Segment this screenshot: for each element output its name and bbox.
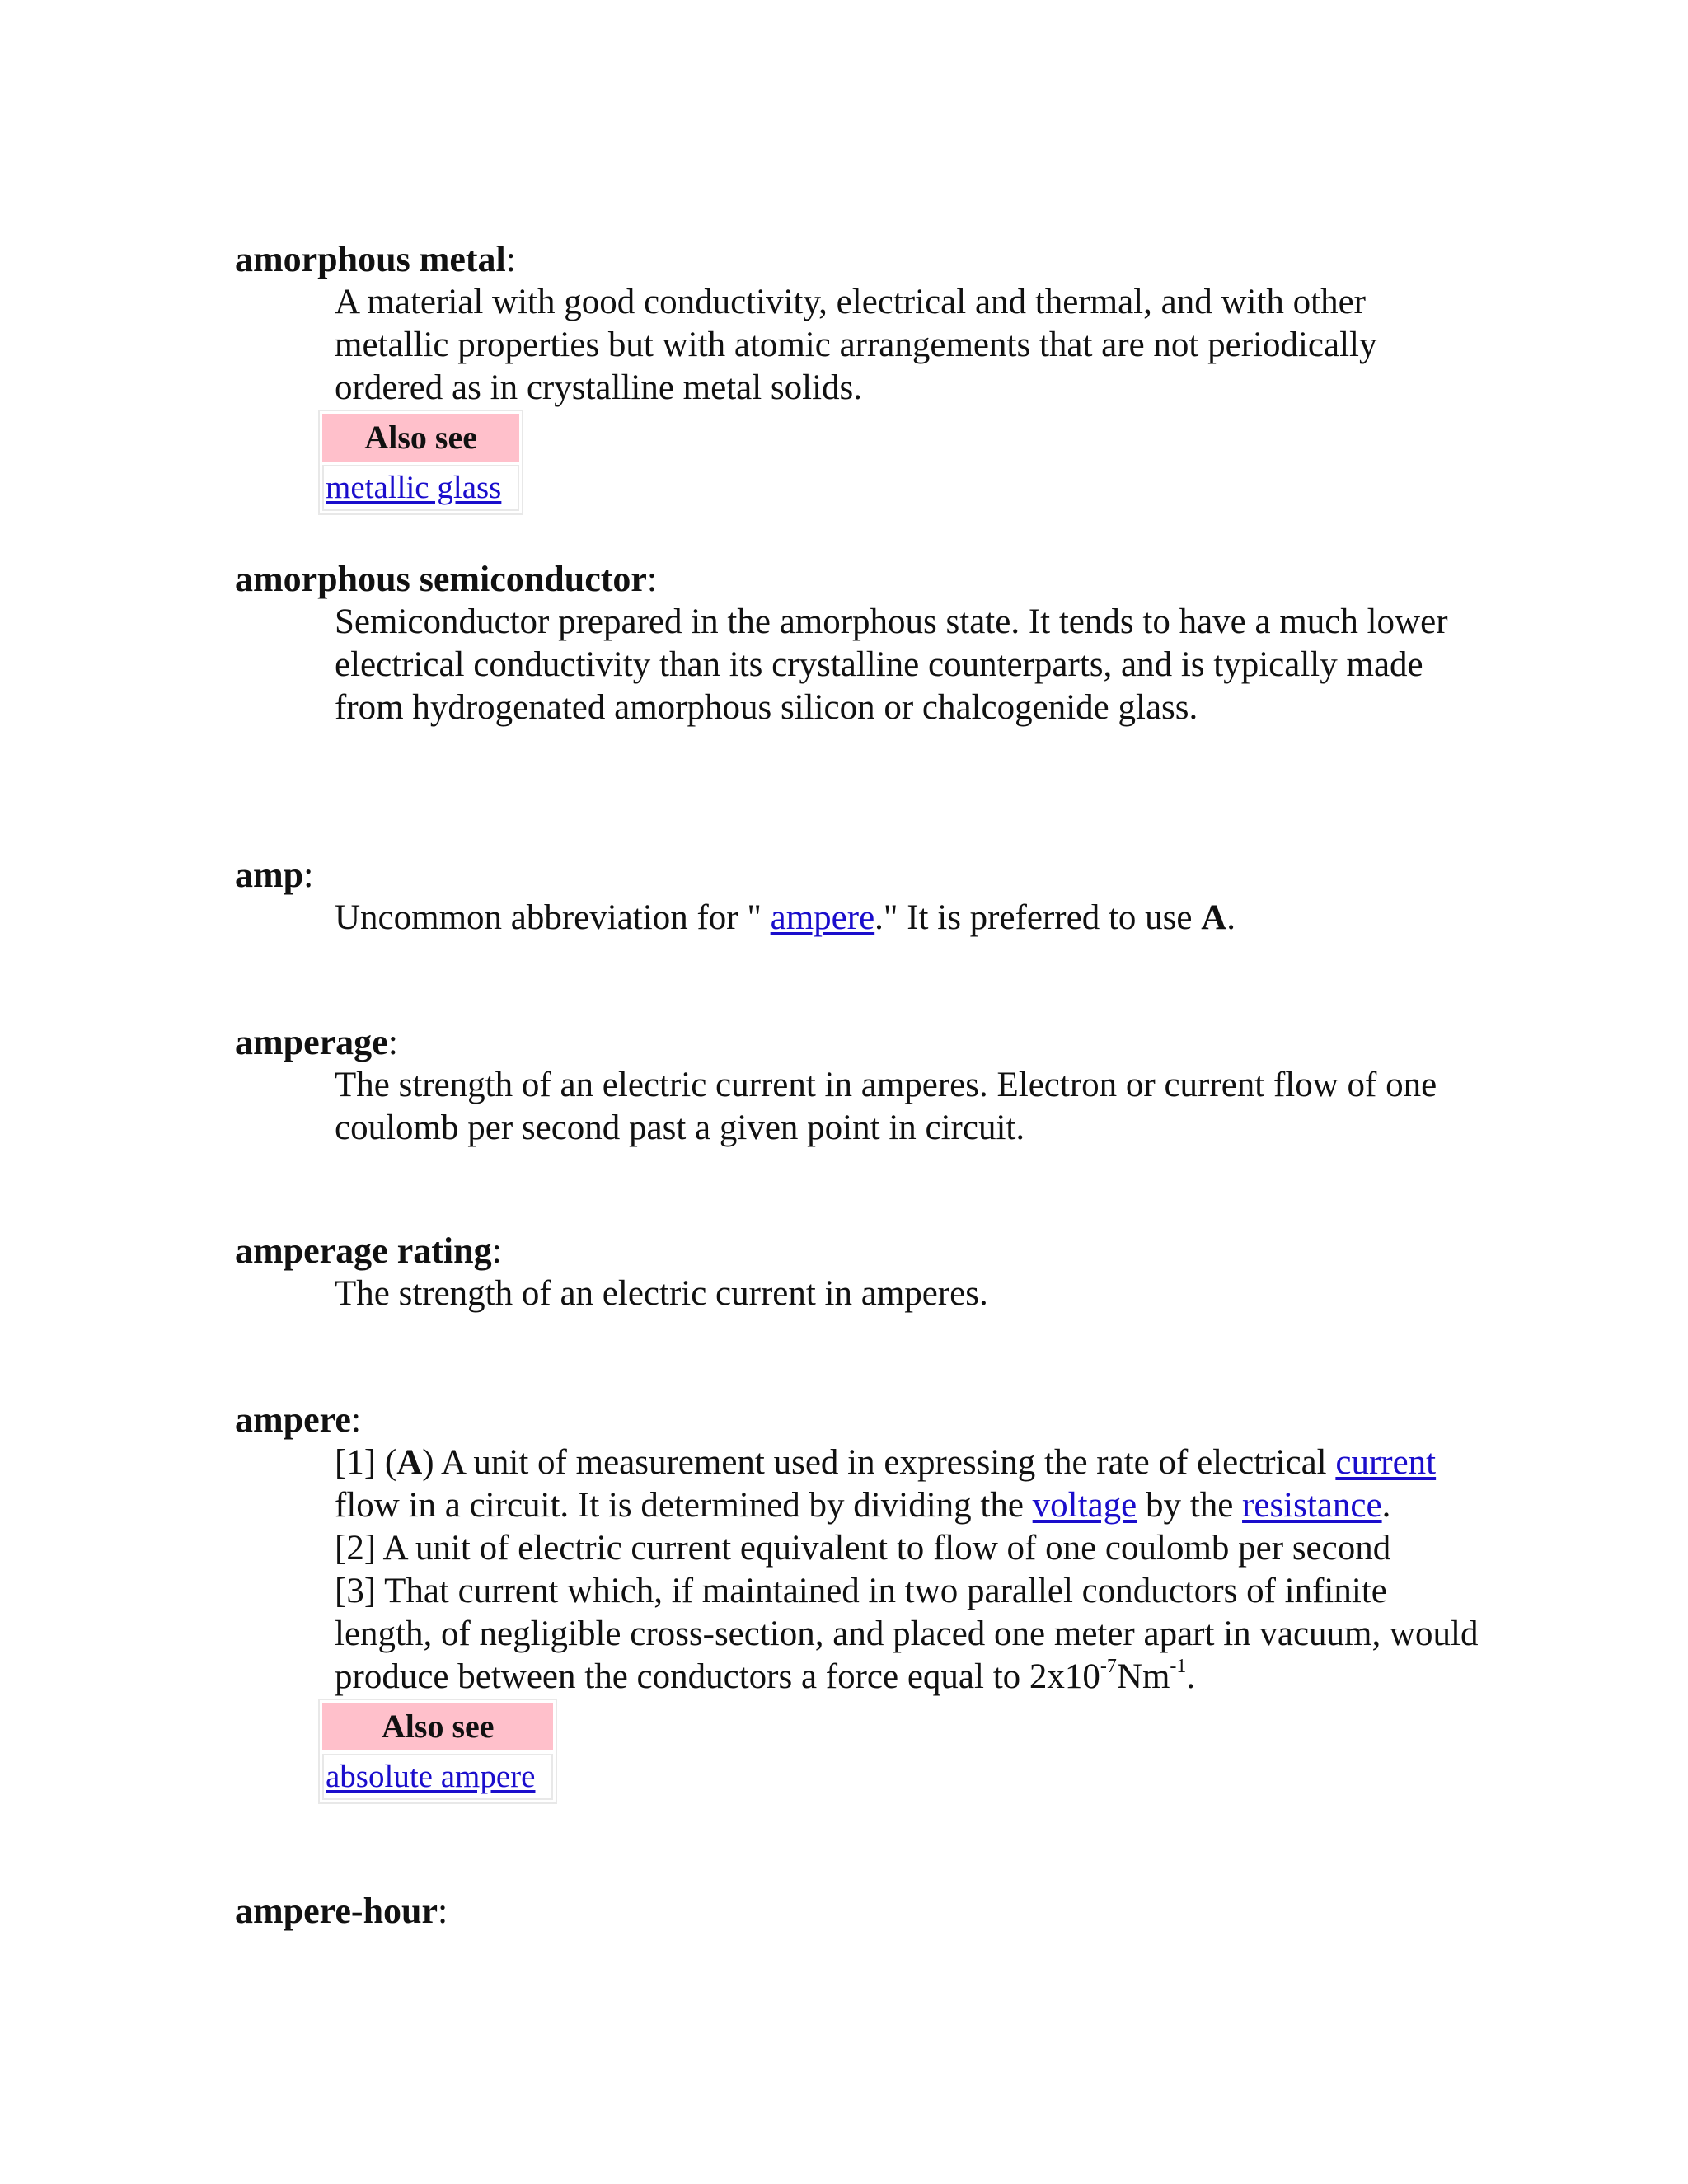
entry-amorphous-semiconductor (235, 558, 1471, 729)
term-definition (335, 897, 1480, 940)
entry-amperage-rating (235, 1230, 1471, 1315)
term-definition (335, 1272, 1480, 1315)
term-name: ampere (235, 1399, 351, 1440)
term-definition (335, 1064, 1480, 1150)
also-see-box (318, 1699, 557, 1804)
term-heading: amperage: (235, 1022, 398, 1062)
also-see-cell (322, 1754, 553, 1800)
also-see-header: Also see (322, 414, 519, 462)
definition-text: The strength of an electric current in amperes. Electron or current flow of one coulomb per second past a given point in circuit. (335, 1066, 1437, 1147)
term-definition (335, 281, 1480, 410)
also-see-link-absolute-ampere[interactable]: absolute ampere (326, 1759, 536, 1794)
also-see-box (318, 410, 523, 515)
also-see-cell (322, 465, 519, 511)
entry-amperage (235, 1021, 1471, 1150)
entry-ampere (235, 1399, 1479, 1804)
term-heading: amperage rating: (235, 1230, 502, 1271)
also-see-link-metallic-glass[interactable]: metallic glass (326, 470, 502, 505)
definition-text: A material with good conductivity, electrical and thermal, and with other metallic properties but with atomic arrangements that are not periodically ordered as in crystalline metal solids. (335, 283, 1377, 407)
term-name: amperage rating (235, 1230, 492, 1271)
link-current[interactable]: current (1335, 1443, 1437, 1482)
definition-text: Semiconductor prepared in the amorphous state. It tends to have a much lower electrical conductivity than its crystalline counterparts, and is typically made from hydrogenated amorphous silicon or chalcogenide glass. (335, 602, 1448, 727)
entry-amp (235, 854, 1471, 940)
term-name: ampere-hour (235, 1891, 438, 1931)
term-name: amorphous metal (235, 239, 506, 279)
term-heading: amorphous metal: (235, 239, 517, 279)
term-name: amp (235, 855, 304, 895)
also-see-header: Also see (322, 1703, 553, 1750)
link-voltage[interactable]: voltage (1032, 1486, 1137, 1525)
term-definition (335, 1441, 1480, 1699)
entry-amorphous-metal (235, 238, 1471, 515)
definition-3: [3] That current which, if maintained in two parallel conductors of infinite length, of negligible cross-section, and placed one meter apart in vacuum, would produce between the conductors a force equal to $2x10^{-7}Nm^{-1}$. (335, 1572, 1479, 1696)
entry-ampere-hour (235, 1890, 1471, 1933)
term-heading: ampere: (235, 1399, 362, 1440)
term-heading: amorphous semiconductor: (235, 559, 658, 599)
term-heading: amp: (235, 855, 314, 895)
term-heading: ampere-hour: (235, 1891, 448, 1931)
definition-text: Uncommon abbreviation for " ampere." It is preferred to use A. (335, 898, 1236, 937)
term-name: amperage (235, 1022, 388, 1062)
definition-2: [2] A unit of electric current equivalent to flow of one coulomb per second (335, 1529, 1391, 1568)
definition-1: [1] (A) A unit of measurement used in expressing the rate of electrical current flow in a circuit. It is determined by dividing the voltage by the resistance. (335, 1443, 1437, 1525)
link-ampere[interactable]: ampere (770, 898, 875, 937)
term-definition (335, 601, 1480, 729)
term-name: amorphous semiconductor (235, 559, 647, 599)
link-resistance[interactable]: resistance (1242, 1486, 1382, 1525)
definition-text: The strength of an electric current in amperes. (335, 1274, 988, 1313)
